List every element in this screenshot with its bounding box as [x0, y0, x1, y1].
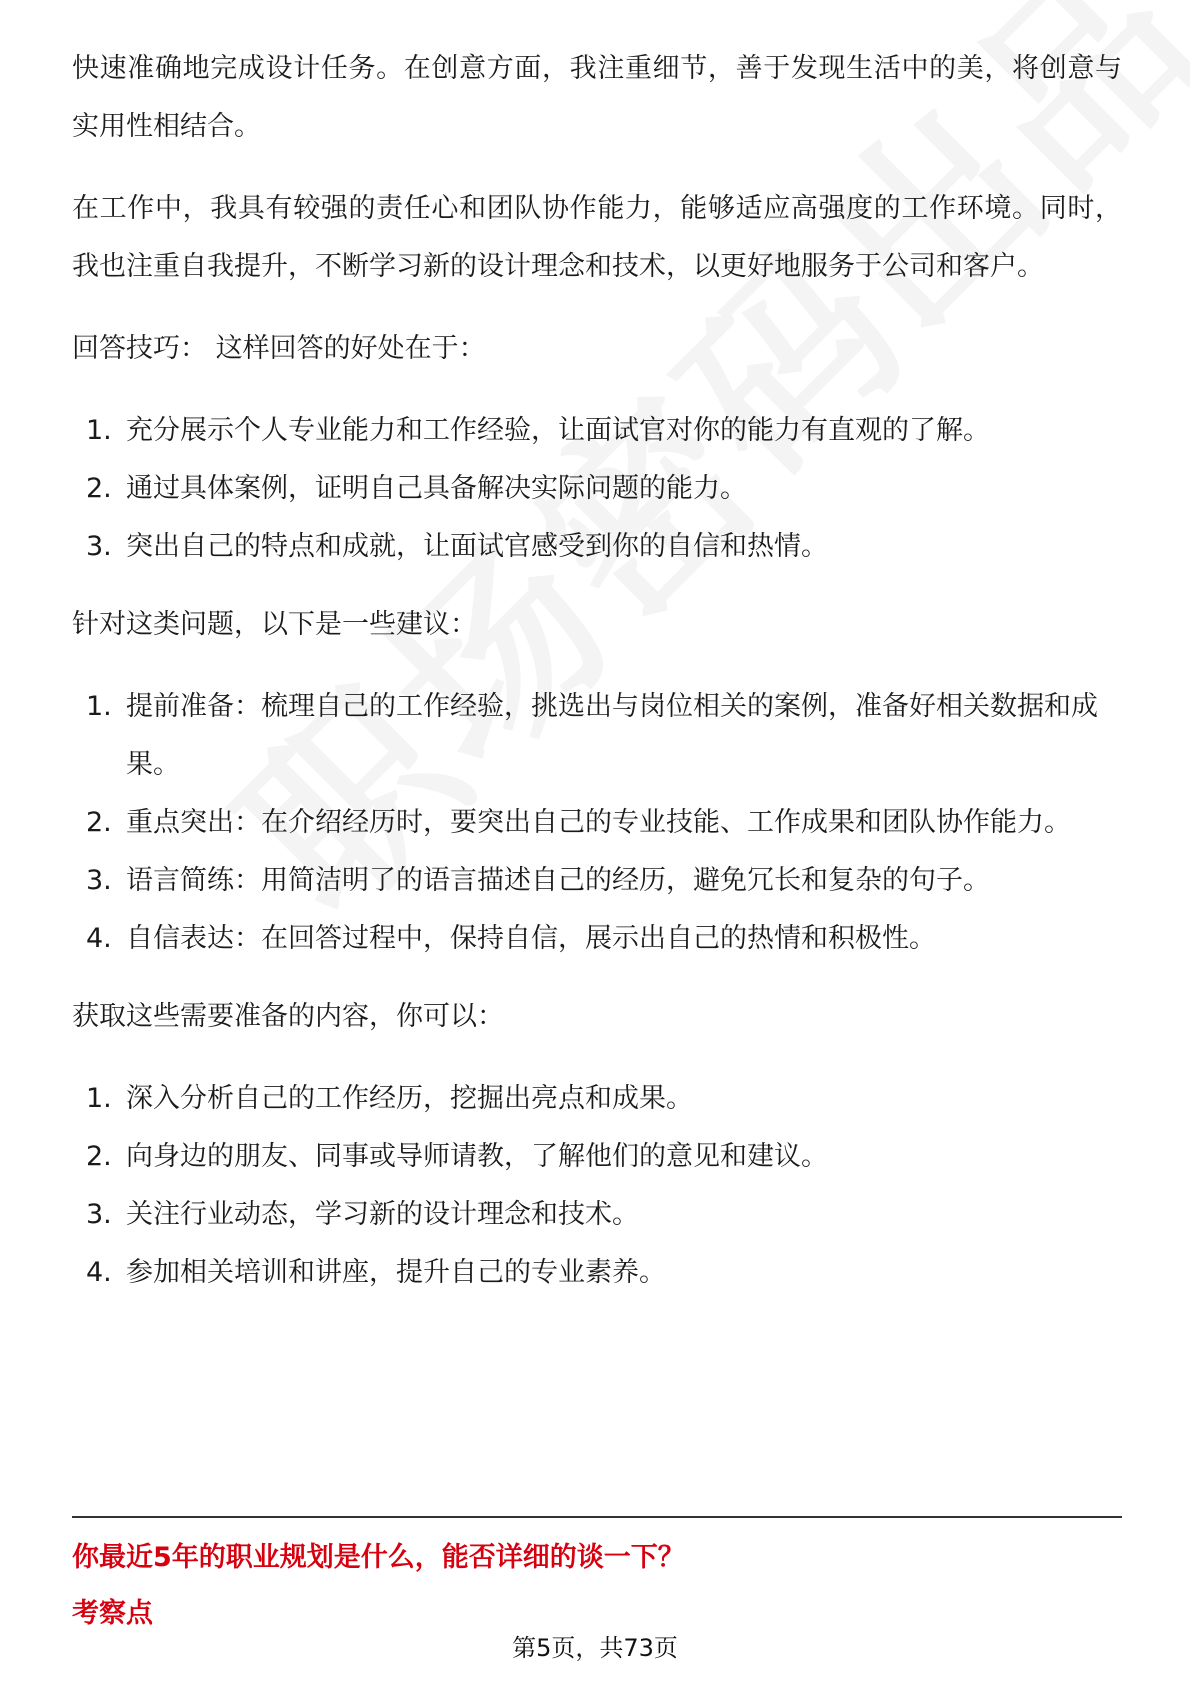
list-number: 4.	[86, 923, 112, 954]
list-item	[72, 1128, 1122, 1186]
section-divider	[72, 1516, 1122, 1518]
list-number: 3.	[86, 1199, 112, 1230]
list-item	[72, 852, 1122, 910]
list-text: 突出自己的特点和成就，让面试官感受到你的自信和热情。	[126, 531, 828, 562]
list-item	[72, 910, 1122, 968]
list-number: 1.	[86, 691, 112, 722]
benefits-list	[72, 402, 1122, 576]
page-content	[72, 40, 1122, 1322]
list-text: 语言简练：用简洁明了的语言描述自己的经历，避免冗长和复杂的句子。	[126, 865, 990, 896]
list-item	[72, 678, 1122, 794]
list-number: 2.	[86, 473, 112, 504]
suggestions-label: 针对这类问题，以下是一些建议：	[72, 609, 477, 640]
list-number: 1.	[86, 1083, 112, 1114]
list-text: 充分展示个人专业能力和工作经验，让面试官对你的能力有直观的了解。	[126, 415, 990, 446]
list-item	[72, 402, 1122, 460]
answer-tips-label: 回答技巧： 这样回答的好处在于：	[72, 333, 486, 364]
list-text: 深入分析自己的工作经历，挖掘出亮点和成果。	[126, 1083, 693, 1114]
list-text: 关注行业动态，学习新的设计理念和技术。	[126, 1199, 639, 1230]
preparation-label: 获取这些需要准备的内容，你可以：	[72, 1001, 504, 1032]
list-number: 2.	[86, 1141, 112, 1172]
list-number: 1.	[86, 415, 112, 446]
list-text: 自信表达：在回答过程中，保持自信，展示出自己的热情和积极性。	[126, 923, 936, 954]
list-text: 提前准备：梳理自己的工作经验，挑选出与岗位相关的案例，准备好相关数据和成果。	[126, 691, 1098, 780]
list-item	[72, 794, 1122, 852]
list-number: 2.	[86, 807, 112, 838]
evaluation-point-heading: 考察点	[72, 1598, 153, 1629]
next-question-heading: 你最近5年的职业规划是什么，能否详细的谈一下？	[72, 1542, 685, 1573]
page-footer: 第5页，共73页	[512, 1634, 678, 1662]
preparation-list	[72, 1070, 1122, 1302]
paragraph-2: 在工作中，我具有较强的责任心和团队协作能力，能够适应高强度的工作环境。同时，我也注重自我提升，不断学习新的设计理念和技术，以更好地服务于公司和客户。	[72, 193, 1122, 282]
list-item	[72, 1244, 1122, 1302]
suggestions-list	[72, 678, 1122, 968]
list-number: 3.	[86, 531, 112, 562]
list-item	[72, 518, 1122, 576]
list-text: 参加相关培训和讲座，提升自己的专业素养。	[126, 1257, 666, 1288]
list-text: 重点突出：在介绍经历时，要突出自己的专业技能、工作成果和团队协作能力。	[126, 807, 1071, 838]
list-text: 通过具体案例，证明自己具备解决实际问题的能力。	[126, 473, 747, 504]
list-number: 4.	[86, 1257, 112, 1288]
list-number: 3.	[86, 865, 112, 896]
list-item	[72, 460, 1122, 518]
paragraph-1: 快速准确地完成设计任务。在创意方面，我注重细节，善于发现生活中的美，将创意与实用性相结合。	[72, 53, 1122, 142]
list-item	[72, 1070, 1122, 1128]
list-item	[72, 1186, 1122, 1244]
list-text: 向身边的朋友、同事或导师请教，了解他们的意见和建议。	[126, 1141, 828, 1172]
